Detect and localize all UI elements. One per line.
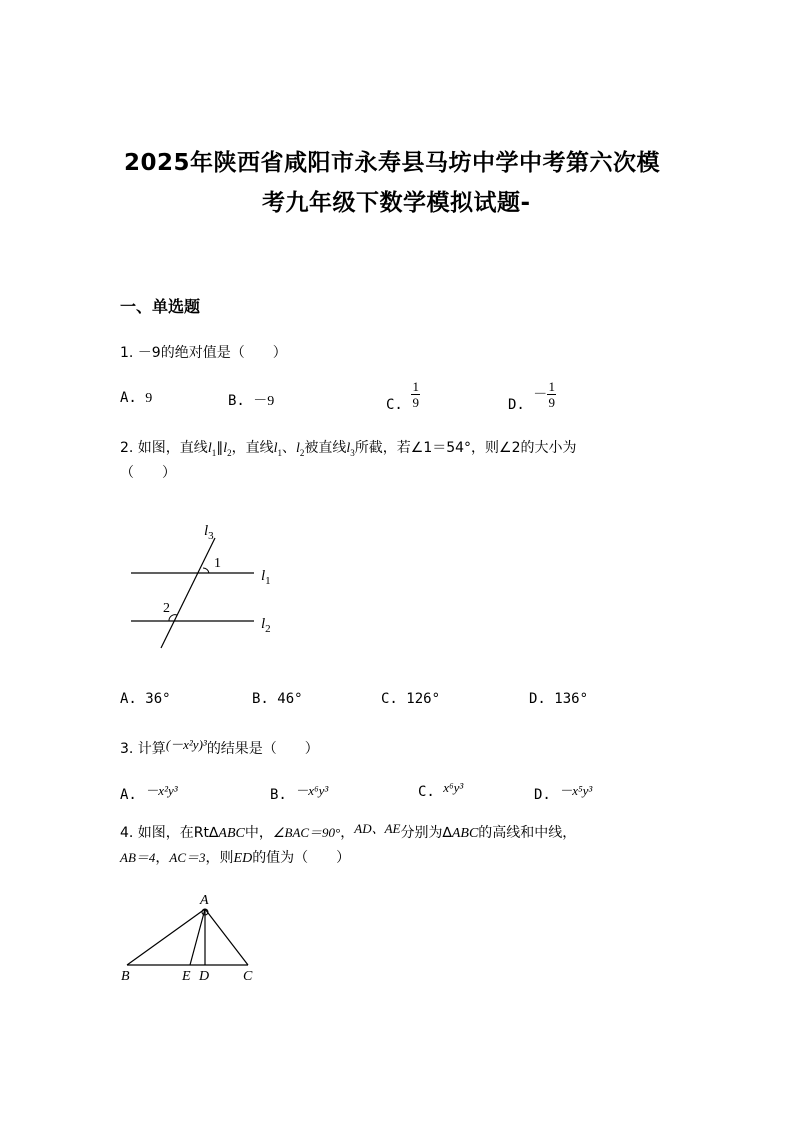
question-2-text: 2. 如图，直线$l_1\parallel l_2$，直线$l_1$、$l_2$被直线$l_3$所截，若∠1＝54°，则∠2的大小为	[120, 440, 577, 458]
q1-option-c-label: C.	[386, 396, 403, 413]
side-ab	[127, 909, 205, 965]
q1-option-b-value: －9	[253, 394, 275, 409]
question-2-answer-parens: （ ）	[120, 465, 176, 481]
q1-option-d-sign: －	[533, 387, 548, 403]
q1-option-d	[508, 379, 556, 413]
q1-option-c-fraction: $\frac{1}{9}$	[412, 379, 420, 410]
label-a: A	[200, 893, 209, 908]
label-l1: $l_1$	[261, 568, 271, 587]
q3-option-b: B. －x⁶y³	[270, 783, 329, 803]
q3-option-d: D. －x⁵y³	[534, 783, 593, 803]
q1-option-b-label: B.	[228, 393, 245, 409]
q1-option-c	[386, 379, 420, 413]
q2-option-d: D. 136°	[529, 691, 589, 707]
question-4-text-line2: AB＝4，AC＝3，则ED的值为（ ）	[120, 850, 351, 866]
label-l2: $l_2$	[261, 616, 271, 635]
label-c: C	[243, 969, 253, 984]
label-d: D	[199, 969, 210, 984]
question-4-text: 4. 如图，在Rt∆ABC中，∠BAC＝90°，AD、AE分别为∆ABC的高线和中线，	[120, 821, 577, 841]
q2-figure	[125, 518, 285, 658]
label-angle-2: 2	[163, 601, 170, 616]
q2-option-b: B. 46°	[252, 691, 303, 707]
q1-option-d-label: D.	[508, 396, 525, 413]
label-e: E	[182, 969, 191, 984]
q2-option-a: A. 36°	[120, 691, 171, 707]
q1-option-a	[120, 390, 152, 407]
page-title-line2: 考九年级下数学模拟试题-	[262, 190, 531, 216]
question-1-text: 1. －9的绝对值是（ ）	[120, 345, 287, 361]
label-angle-1: 1	[214, 556, 221, 571]
q4-triangle-figure	[115, 890, 265, 990]
section-heading: 一、单选题	[120, 297, 201, 316]
question-3-text: 3. 计算(－x²y)³的结果是（ ）	[120, 737, 319, 757]
q1-option-d-fraction: $\frac{1}{9}$	[548, 379, 556, 410]
q1-option-a-label: A.	[120, 390, 137, 406]
q3-option-c: C. x⁶y³	[418, 780, 464, 800]
q1-option-a-value: 9	[145, 391, 153, 406]
q1-option-b	[228, 390, 274, 410]
angle-1-arc	[203, 568, 209, 573]
line-l3	[161, 538, 215, 648]
segment-ae	[190, 909, 205, 965]
label-l3: $l_3$	[204, 523, 214, 542]
q3-expression: (－x²y)³	[165, 737, 207, 752]
label-b: B	[121, 969, 130, 984]
q2-option-c: C. 126°	[381, 691, 441, 707]
q3-option-a: A. －x²y³	[120, 783, 178, 803]
page-title-line1: 2025年陕西省咸阳市永寿县马坊中学中考第六次模	[124, 150, 661, 176]
side-ac	[205, 909, 248, 965]
